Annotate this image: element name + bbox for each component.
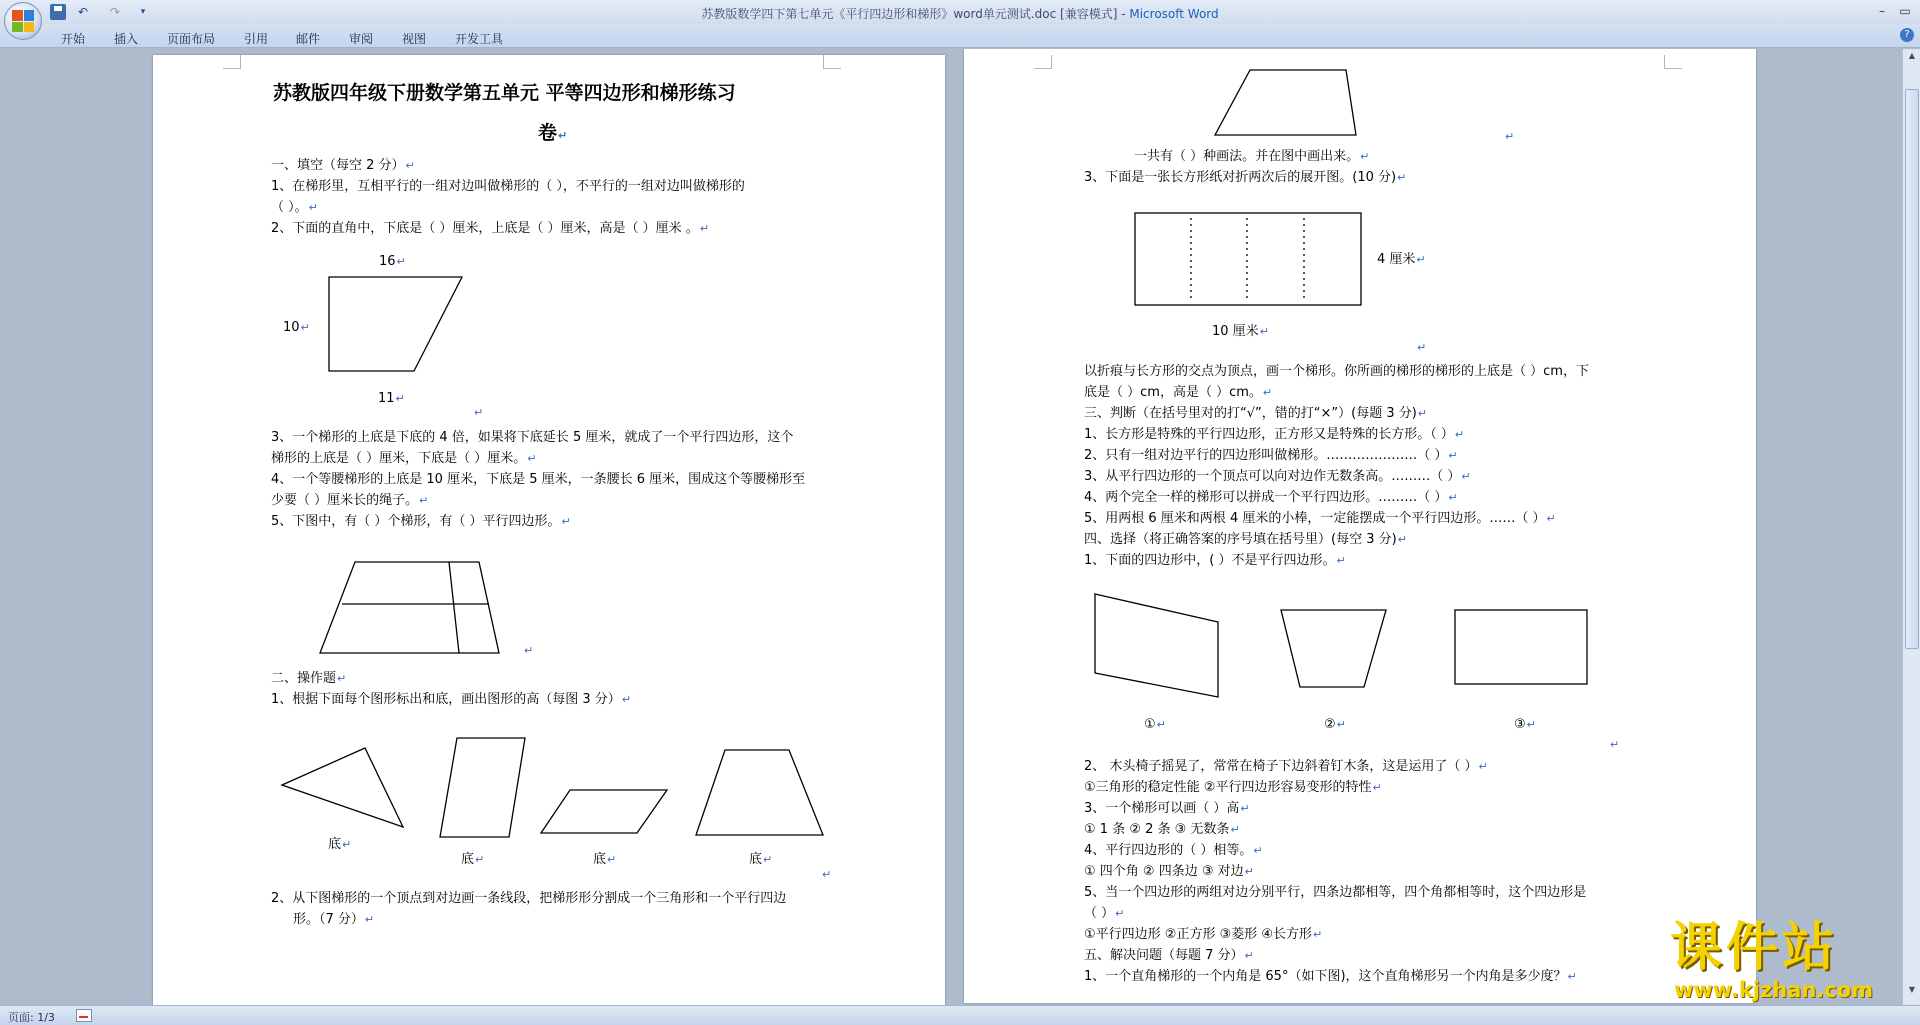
document-area: [0, 49, 1900, 1005]
fig-label-left: 10 ↵: [283, 320, 310, 336]
scroll-down-icon[interactable]: ▼: [1908, 985, 1916, 994]
text-line: （ ）。 ↵: [271, 200, 318, 216]
text-line: 1、一个直角梯形的一个内角是 65°（如下图)，这个直角梯形另一个内角是多少度？ ↵: [1084, 969, 1577, 985]
text-line: 3、下面是一张长方形纸对折两次后的展开图。(10 分) ↵: [1084, 170, 1406, 186]
watermark-title: 课件站: [1670, 918, 1839, 978]
empty-paragraph: [1609, 737, 1619, 753]
text-line: 5、下图中，有（ ）个梯形，有（ ）平行四边形。 ↵: [271, 514, 571, 530]
text-line: 2、从下图梯形的一个顶点到对边画一条线段，把梯形形分割成一个三角形和一个平行四边: [271, 891, 787, 906]
ribbon-tab-bar: [0, 24, 1920, 48]
text-line: 1、在梯形里，互相平行的一组对边叫做梯形的（ ），不平行的一组对边叫做梯形的: [271, 179, 745, 194]
document-page-1[interactable]: [153, 55, 945, 1005]
folded-paper-figure: [1134, 212, 1364, 312]
tab-view[interactable]: 视图: [402, 32, 427, 46]
trapezoid-top-figure: [1214, 69, 1362, 141]
watermark-url: www.kjzhan.com: [1674, 978, 1874, 1002]
window-title: [0, 5, 1920, 22]
empty-paragraph: [1504, 129, 1514, 145]
tab-home[interactable]: 开始: [61, 32, 86, 46]
text-line: 3、一个梯形的上底是下底的 4 倍，如果将下底延长 5 厘米，就成了一个平行四边形，这个: [271, 430, 794, 445]
doc-title-line1: 苏教版四年级下册数学第五单元 平等四边形和梯形练习: [273, 82, 736, 104]
section-heading: 五、解决问题（每题 7 分） ↵: [1084, 948, 1254, 964]
tab-references[interactable]: 引用: [244, 32, 269, 46]
text-line: 2、下面的直角中，下底是（ ）厘米，上底是（ ）厘米，高是（ ）厘米 。 ↵: [271, 221, 709, 237]
tab-mailings[interactable]: 邮件: [296, 32, 321, 46]
text-line: 1、长方形是特殊的平行四边形，正方形又是特殊的长方形。（ ） ↵: [1084, 427, 1464, 443]
text-line: 3、一个梯形可以画（ ）高 ↵: [1084, 801, 1250, 817]
text-line: 4、一个等腰梯形的上底是 10 厘米，下底是 5 厘米，一条腰长 6 厘米，围成这个等腰梯形至: [271, 472, 806, 487]
section-heading: 一、填空（每空 2 分） ↵: [271, 158, 415, 174]
undo-button[interactable]: ↶: [77, 5, 89, 19]
office-logo-icon: [12, 10, 34, 32]
text-line: 以折痕与长方形的交点为顶点，画一个梯形。你所画的梯形的梯形的上底是（ ）cm，下: [1084, 364, 1589, 379]
text-line: 底是（ ）cm，高是（ ）cm。 ↵: [1084, 385, 1272, 401]
text-line: ① 1 条 ② 2 条 ③ 无数条 ↵: [1084, 822, 1240, 838]
text-line: ①平行四边形 ②正方形 ③菱形 ④长方形 ↵: [1084, 927, 1322, 943]
scroll-up-icon[interactable]: ▲: [1908, 51, 1916, 60]
choice-label-2: ② ↵: [1324, 717, 1346, 733]
page-count-status[interactable]: 页面: 1/3: [8, 1011, 55, 1024]
window-title-doc: 苏教版数学四下第七单元《平行四边形和梯形》word单元测试.doc [兼容模式] -: [701, 7, 1130, 21]
tab-insert[interactable]: 插入: [114, 32, 139, 46]
section-heading: 三、判断（在括号里对的打“√”，错的打“×”）(每题 3 分) ↵: [1084, 406, 1427, 422]
text-line: 1、下面的四边形中，( ）不是平行四边形。 ↵: [1084, 553, 1346, 569]
empty-paragraph: [523, 643, 533, 659]
text-line: 形。（7 分） ↵: [293, 912, 374, 928]
trapezoid-figure: [695, 749, 827, 839]
maximize-button[interactable]: ▭: [1899, 4, 1911, 18]
tab-page-layout[interactable]: 页面布局: [167, 32, 216, 46]
choice-shape-1: [1094, 593, 1224, 703]
fig-label-top: 16 ↵: [379, 254, 406, 270]
section-heading: 四、选择（将正确答案的序号填在括号里）(每空 3 分) ↵: [1084, 532, 1407, 548]
crop-mark: [223, 55, 241, 69]
watermark: [1670, 918, 1910, 1004]
text-line: ①三角形的稳定性能 ②平行四边形容易变形的特性 ↵: [1084, 780, 1382, 796]
window-title-app: Microsoft Word: [1129, 7, 1219, 21]
document-page-2[interactable]: [964, 49, 1756, 1003]
crop-mark: [1034, 55, 1052, 69]
doc-title-line2: 卷 ↵: [538, 121, 567, 148]
choice-shape-2: [1280, 609, 1390, 691]
redo-button[interactable]: ↷: [109, 5, 121, 19]
choice-shape-3: [1454, 609, 1590, 687]
fig-label-height: 4 厘米 ↵: [1377, 252, 1426, 268]
empty-paragraph: [821, 867, 831, 883]
tab-developer[interactable]: 开发工具: [455, 32, 504, 46]
text-line: 1、根据下面每个图形标出和底，画出图形的高（每图 3 分） ↵: [271, 692, 631, 708]
text-line: 2、 木头椅子摇晃了，常常在椅子下边斜着钉木条，这是运用了（ ） ↵: [1084, 759, 1488, 775]
parallelogram-tall-figure: [439, 737, 529, 842]
base-label: 底 ↵: [328, 837, 351, 853]
scroll-thumb[interactable]: [1905, 89, 1919, 649]
text-line: 4、平行四边形的（ ）相等。 ↵: [1084, 843, 1263, 859]
base-label: 底 ↵: [461, 852, 484, 868]
office-button[interactable]: [4, 2, 42, 40]
text-line: 少要（ ）厘米长的绳子。 ↵: [271, 493, 428, 509]
subdivided-trapezoid-figure: [319, 561, 504, 657]
base-label: 底 ↵: [749, 852, 772, 868]
text-line: 一共有（ ）种画法。并在图中画出来。 ↵: [1134, 149, 1369, 165]
text-line: 梯形的上底是（ ）厘米，下底是（ ）厘米。 ↵: [271, 451, 536, 467]
choice-label-3: ③ ↵: [1514, 717, 1536, 733]
parallelogram-flat-figure: [540, 789, 670, 837]
text-line: 2、只有一组对边平行的四边形叫做梯形。…………………（ ） ↵: [1084, 448, 1458, 464]
text-line: （ ） ↵: [1084, 906, 1124, 922]
vertical-scrollbar[interactable]: [1902, 49, 1920, 1005]
text-line: 3、从平行四边形的一个顶点可以向对边作无数条高。………（ ） ↵: [1084, 469, 1471, 485]
fig-label-width: 10 厘米 ↵: [1212, 324, 1269, 340]
fig-label-bottom: 11 ↵: [378, 391, 405, 407]
help-icon[interactable]: ?: [1900, 28, 1914, 42]
section-heading: 二、操作题 ↵: [271, 671, 346, 687]
empty-paragraph: [473, 405, 483, 421]
text-line: 5、用两根 6 厘米和两根 4 厘米的小棒，一定能摆成一个平行四边形。……（ ） ↵: [1084, 511, 1556, 527]
crop-mark: [1664, 55, 1682, 69]
triangle-figure: [281, 747, 411, 832]
text-line: 4、两个完全一样的梯形可以拼成一个平行四边形。………（ ） ↵: [1084, 490, 1458, 506]
base-label: 底 ↵: [593, 852, 616, 868]
crop-mark: [823, 55, 841, 69]
text-line: ① 四个角 ② 四条边 ③ 对边 ↵: [1084, 864, 1254, 880]
minimize-button[interactable]: –: [1879, 4, 1885, 18]
text-line: 5、当一个四边形的两组对边分别平行，四条边都相等，四个角都相等时，这个四边形是: [1084, 885, 1587, 900]
spelling-check-icon[interactable]: [76, 1009, 92, 1022]
title-bar: [0, 0, 1920, 24]
status-bar: [0, 1005, 1920, 1025]
choice-label-1: ① ↵: [1144, 717, 1166, 733]
customize-qat-icon[interactable]: ▾: [140, 7, 146, 17]
right-trapezoid-figure: [328, 276, 468, 376]
tab-review[interactable]: 审阅: [349, 32, 374, 46]
empty-paragraph: [1416, 340, 1426, 356]
